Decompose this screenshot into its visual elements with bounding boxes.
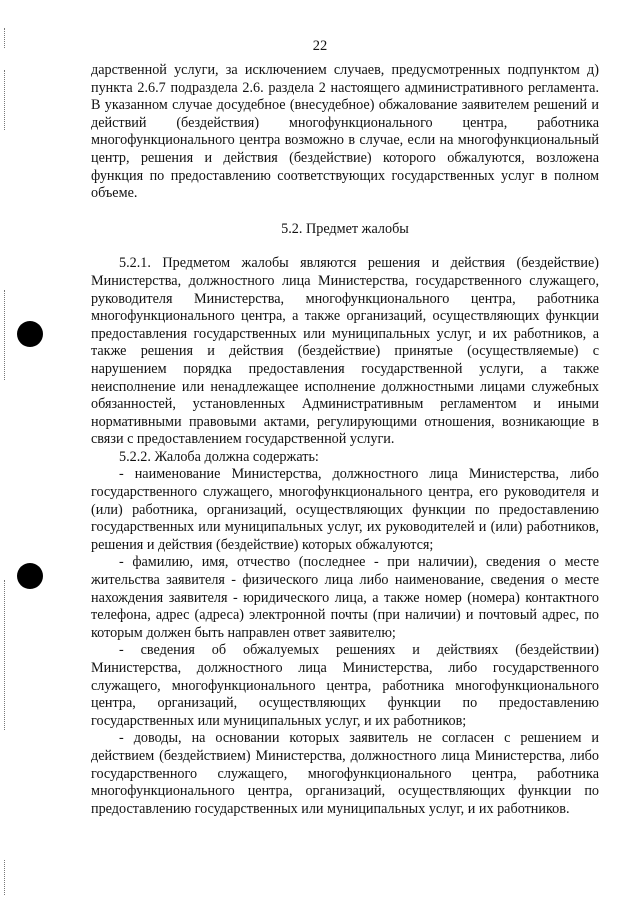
document-body <box>91 62 599 818</box>
paragraph-5-2-2: 5.2.2. Жалоба должна содержать: <box>119 448 319 465</box>
scan-edge-marks <box>4 860 9 895</box>
list-item-appealed-decisions: - сведения об обжалуемых решениях и действиях (бездействии) Министерства, должностного лица Министерства, либо государственного служащего, многофункционального центра, работника многофункционального центра, организаций, осуществляющих функции по предоставлению государственных или муниципальных услуг, и их работников; <box>91 642 599 729</box>
punch-hole <box>17 321 43 347</box>
scan-edge-marks <box>4 290 9 380</box>
paragraph-5-2-1: 5.2.1. Предметом жалобы являются решения и действия (бездействие) Министерства, должностного лица Министерства, государственного служащего, руководителя Министерства, многофункционального центра, работника многофункционального центра, а также организаций, осуществляющих функции предоставления государственных или муниципальных услуг, и их работников, а также решения и действия (бездействие) принятые (осуществляемые) с нарушением порядка предоставления государственной услуги, а также неисполнение или ненадлежащее исполнение должностными лицами служебных обязанностей, установленных Административным регламентом и иными нормативными правовыми актами, регулирующими отношения, возникающие в связи с предоставлением государственной услуги. <box>91 255 599 448</box>
list-item-name: - наименование Министерства, должностного лица Министерства, либо государственного служащего, многофункционального центра, его руководителя и (или) работника, организаций, осуществляющих функции по предоставлению государственных или муниципальных услуг, их руководителей и (или) работников, решения и действия (бездействие) которых обжалуются; <box>91 466 599 553</box>
list-item-arguments: - доводы, на основании которых заявитель не согласен с решением и действием (бездействием) Министерства, должностного лица Министерства, либо государственного служащего, многофункционального центра, работника многофункционального центра, организаций, осуществляющих функции по предоставлению государственных или муниципальных услуг, и их работников. <box>91 730 599 817</box>
page-number: 22 <box>312 38 328 54</box>
scan-edge-marks <box>4 580 9 730</box>
punch-hole <box>17 563 43 589</box>
scan-edge-marks <box>4 70 9 130</box>
section-title: 5.2. Предмет жалобы <box>281 220 409 237</box>
paragraph-continuation: дарственной услуги, за исключением случаев, предусмотренных подпунктом д) пункта 2.6.7 подраздела 2.6. раздела 2 настоящего административного регламента. В указанном случае досудебное (внесудебное) обжалование заявителем решений и действий (бездействия) многофункционального центра, работника многофункционального центра возможно в случае, если на многофункциональный центр, решения и действия (бездействие) которого обжалуются, возложена функция по предоставлению соответствующих государственных услуг в полном объеме. <box>91 62 599 202</box>
list-item-applicant-info: - фамилию, имя, отчество (последнее - при наличии), сведения о месте жительства заявителя - физического лица либо наименование, сведения о месте нахождения заявителя - юридического лица, а также номер (номера) контактного телефона, адрес (адреса) электронной почты (при наличии) и почтовый адрес, по которым должен быть направлен ответ заявителю; <box>91 554 599 641</box>
